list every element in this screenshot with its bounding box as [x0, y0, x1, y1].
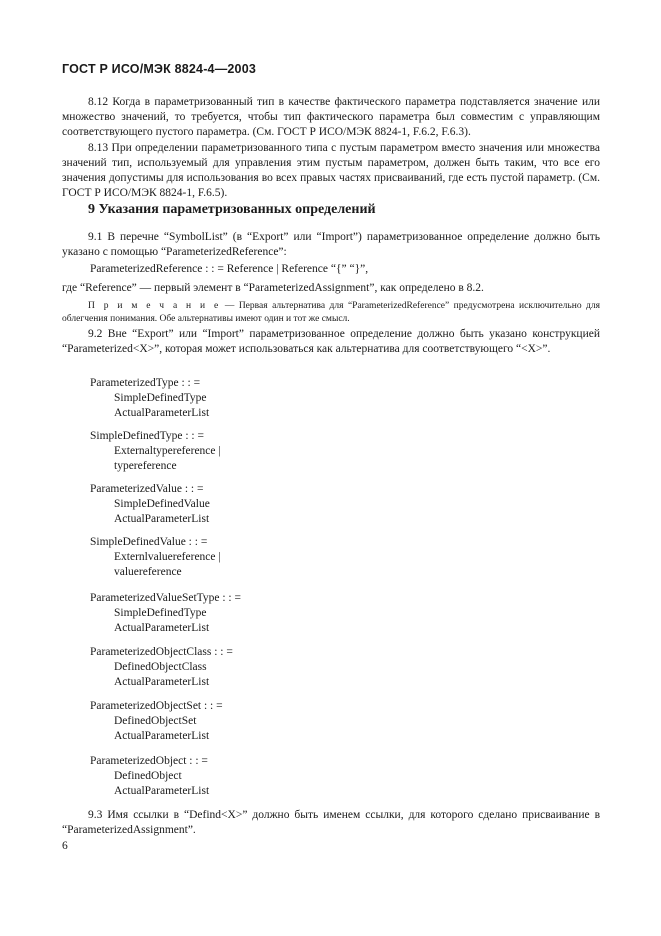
grammar-rule: [90, 535, 221, 580]
grammar-lhs: ParameterizedValue : : =: [90, 483, 204, 495]
paragraph-9-1: 9.1 В перечне “SymbolList” (в “Export” или “Import”) параметризованное определение должно быть указано с помощью “ParameterizedReference”:: [62, 231, 600, 258]
grammar-rhs: SimpleDefinedType: [114, 607, 207, 619]
document-header: ГОСТ Р ИСО/МЭК 8824-4—2003: [62, 62, 257, 76]
where-clause: где “Reference” — первый элемент в “ParameterizedAssignment”, как определено в 8.2.: [62, 282, 484, 294]
paragraph-8-12: 8.12 Когда в параметризованный тип в качестве фактического параметра подставляется значение или множество значений, то требуется, чтобы тип фактического параметра был совместим с управляющим соответствующего пустого параметра. (См. ГОСТ Р ИСО/МЭК 8824-1, F.6.2, F.6.3).: [62, 96, 600, 138]
section-9-heading: 9 Указания параметризованных определений: [88, 202, 376, 217]
note: [62, 300, 600, 326]
grammar-lhs: ParameterizedValueSetType : : =: [90, 592, 241, 604]
parameterized-reference-production: ParameterizedReference : : = Reference | Reference “{” “}”,: [90, 263, 369, 275]
grammar-lhs: ParameterizedObjectClass : : =: [90, 646, 233, 658]
grammar-rhs: typereference: [114, 460, 177, 472]
grammar-rhs: Externaltypereference |: [114, 445, 221, 457]
paragraph-9-2: 9.2 Вне “Export” или “Import” параметризованное определение должно быть указано конструкцией “Parameterized<X>”, которая может использоваться как альтернатива для соответствующего “<X>”.: [62, 328, 600, 355]
grammar-lhs: ParameterizedType : : =: [90, 377, 201, 389]
grammar-lhs: SimpleDefinedValue : : =: [90, 536, 208, 548]
grammar-rhs: SimpleDefinedValue: [114, 498, 210, 510]
grammar-lhs: ParameterizedObjectSet : : =: [90, 700, 223, 712]
grammar-lhs: ParameterizedObject : : =: [90, 755, 208, 767]
grammar-rhs: ActualParameterList: [114, 622, 210, 634]
grammar-rhs: Externlvaluereference |: [114, 551, 221, 563]
grammar-rule: [90, 482, 210, 527]
grammar-rule: [90, 429, 221, 474]
paragraph-9-3: 9.3 Имя ссылки в “Defind<X>” должно быть именем ссылки, для которого сделано присваивание в “ParameterizedAssignment”.: [62, 809, 600, 836]
grammar-rhs: DefinedObjectClass: [114, 661, 207, 673]
page-number: 6: [62, 840, 68, 852]
grammar-lhs: SimpleDefinedType : : =: [90, 430, 204, 442]
paragraph-8-13: 8.13 При определении параметризованного типа с пустым параметром вместо значения или множества значений тип, используемый для управления этим пустым параметром, должен быть таким, что все его значения допустимы для использования во всех правых частях присваиваний, где есть пустой параметр. (См. ГОСТ Р ИСО/МЭК 8824-1, F.6.5).: [62, 142, 600, 199]
grammar-rhs: SimpleDefinedType: [114, 392, 207, 404]
grammar-rhs: valuereference: [114, 566, 182, 578]
grammar-rhs: DefinedObject: [114, 770, 182, 782]
grammar-rule: [90, 699, 223, 744]
grammar-rule: [90, 376, 209, 421]
grammar-rhs: ActualParameterList: [114, 785, 210, 797]
grammar-rule: [90, 754, 209, 799]
grammar-rule: [90, 645, 233, 690]
grammar-rule: [90, 591, 241, 636]
grammar-rhs: ActualParameterList: [114, 407, 210, 419]
note-label: П р и м е ч а н и е: [88, 301, 221, 311]
grammar-rhs: DefinedObjectSet: [114, 715, 197, 727]
grammar-rhs: ActualParameterList: [114, 513, 210, 525]
grammar-rhs: ActualParameterList: [114, 676, 210, 688]
grammar-rhs: ActualParameterList: [114, 730, 210, 742]
note-text: — Первая альтернатива для “ParameterizedReference” предусмотрена исключительно для облегчения понимания. Обе альтернативы имеют один и тот же смысл.: [62, 301, 601, 324]
